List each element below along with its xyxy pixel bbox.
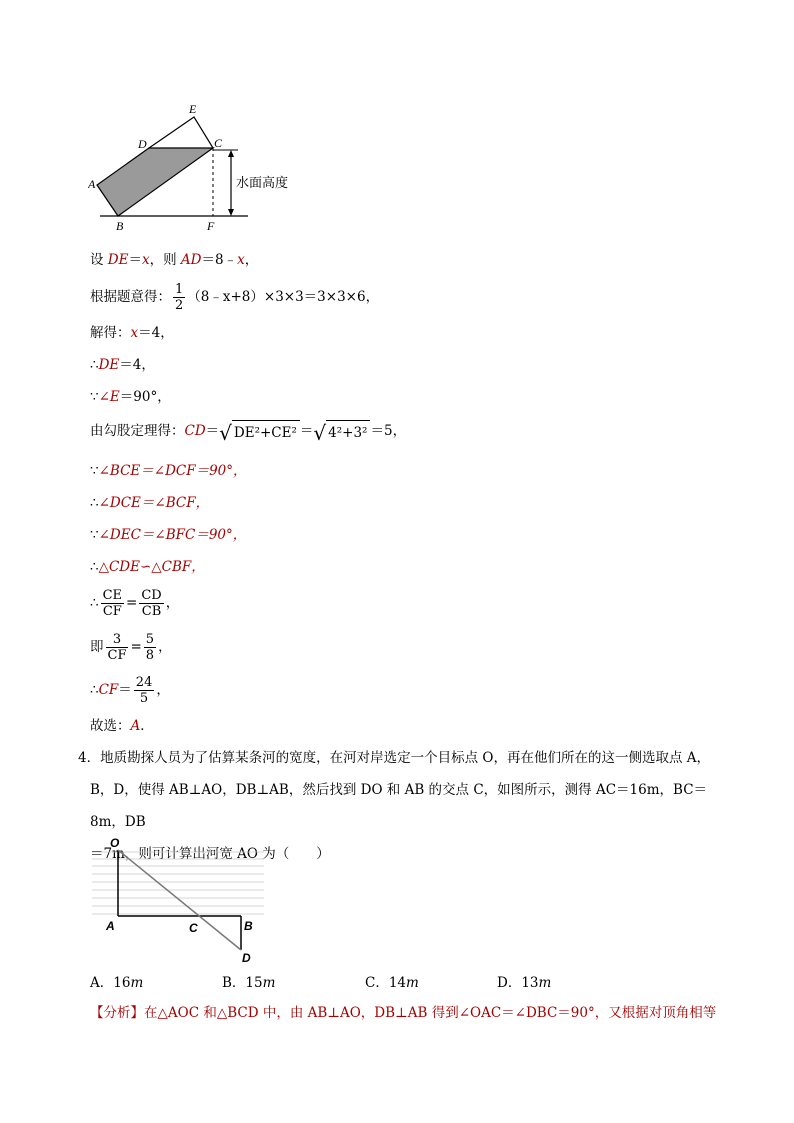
- tank-top: [149, 117, 213, 148]
- solution-line-9: ∵∠DEC＝∠BFC＝90°，: [90, 527, 247, 543]
- solution-line-2: 根据题意得： $\frac{1}{2}$ （8﹣x+8）×3×3＝3×3×6，: [90, 282, 380, 313]
- label-B: B: [116, 219, 124, 233]
- sqrt-expression-2: √ 4²+3²: [313, 420, 370, 443]
- fraction-ce-cf: $\frac{CE}{CF}$: [102, 588, 123, 619]
- label-C: C: [189, 921, 198, 935]
- option-b[interactable]: B．15m: [222, 975, 276, 991]
- solution-line-3: 解得：x＝4，: [90, 325, 174, 341]
- analysis-text: 在△AOC 和△BCD 中，由 AB⊥AO，DB⊥AB 得到∠OAC＝∠DBC＝90°，又根据对顶角相等: [144, 1005, 717, 1021]
- question-4-line-3: ＝7m，则可计算出河宽 AO 为（ ）: [90, 846, 330, 862]
- label-D: D: [242, 951, 251, 965]
- solution-line-7: ∵∠BCE＝∠DCF＝90°，: [90, 463, 247, 479]
- solution-line-14: 故选：A．: [90, 718, 154, 734]
- water-region: [97, 148, 213, 216]
- fraction-5-8: $\frac{5}{8}$: [145, 632, 155, 663]
- fraction-3-cf: $\frac{3}{CF}$: [107, 632, 127, 663]
- question-4-line-2: B，D，使得 AB⊥AO，DB⊥AB，然后找到 DO 和 AB 的交点 C，如图所示，测得 AC＝16m，BC＝8m，DB: [90, 782, 708, 830]
- label-B: B: [244, 919, 253, 933]
- solution-line-12: 即 $\frac{3}{CF}$ = $\frac{5}{8}$ ，: [90, 632, 172, 663]
- fraction-cd-cb: $\frac{CD}{CB}$: [141, 588, 162, 619]
- option-a[interactable]: A．16m: [90, 975, 144, 991]
- question-4-line-1: 4．地质勘探人员为了估算某条河的宽度，在河对岸选定一个目标点 O，再在他们所在的这一侧选取点 A，: [78, 750, 710, 766]
- label-A: A: [106, 919, 115, 933]
- water-tank-figure: [88, 98, 318, 238]
- label-C: C: [214, 136, 223, 150]
- arrow-down-icon: [228, 209, 234, 216]
- solution-line-13: ∴CF＝ $\frac{24}{5}$ ，: [90, 675, 170, 706]
- analysis-line: [90, 1003, 716, 1023]
- solution-line-4: ∴DE＝4，: [90, 357, 155, 373]
- solution-line-1: 设 DE＝x，则 AD＝8﹣x，: [90, 252, 259, 268]
- fraction-half: $\frac{1}{2}$: [175, 282, 184, 313]
- arrow-up-icon: [228, 150, 234, 157]
- solution-line-8: ∴∠DCE＝∠BCF，: [90, 495, 210, 511]
- solution-line-6: 由勾股定理得：CD＝√ DE²+CE² ＝√ 4²+3² ＝5，: [90, 421, 407, 445]
- sqrt-expression-1: √ DE²+CE²: [219, 420, 300, 443]
- segment-OD: [118, 850, 241, 950]
- height-label: 水面高度: [236, 176, 289, 191]
- label-O: O: [110, 836, 120, 850]
- solution-line-11: ∴ $\frac{CE}{CF}$ = $\frac{CD}{CB}$ ，: [90, 588, 180, 619]
- label-D: D: [138, 137, 147, 151]
- label-F: F: [207, 219, 215, 233]
- solution-line-10: ∴△CDE∽△CBF，: [90, 559, 205, 575]
- river-width-figure: [92, 836, 272, 966]
- option-c[interactable]: C．14m: [365, 975, 419, 991]
- fraction-24-5: $\frac{24}{5}$: [135, 675, 153, 706]
- label-E: E: [189, 102, 197, 116]
- label-A: A: [88, 177, 96, 191]
- option-d[interactable]: D．13m: [497, 975, 552, 991]
- solution-line-5: ∵∠E＝90°，: [90, 389, 171, 405]
- analysis-tag: 【分析】: [90, 1005, 144, 1021]
